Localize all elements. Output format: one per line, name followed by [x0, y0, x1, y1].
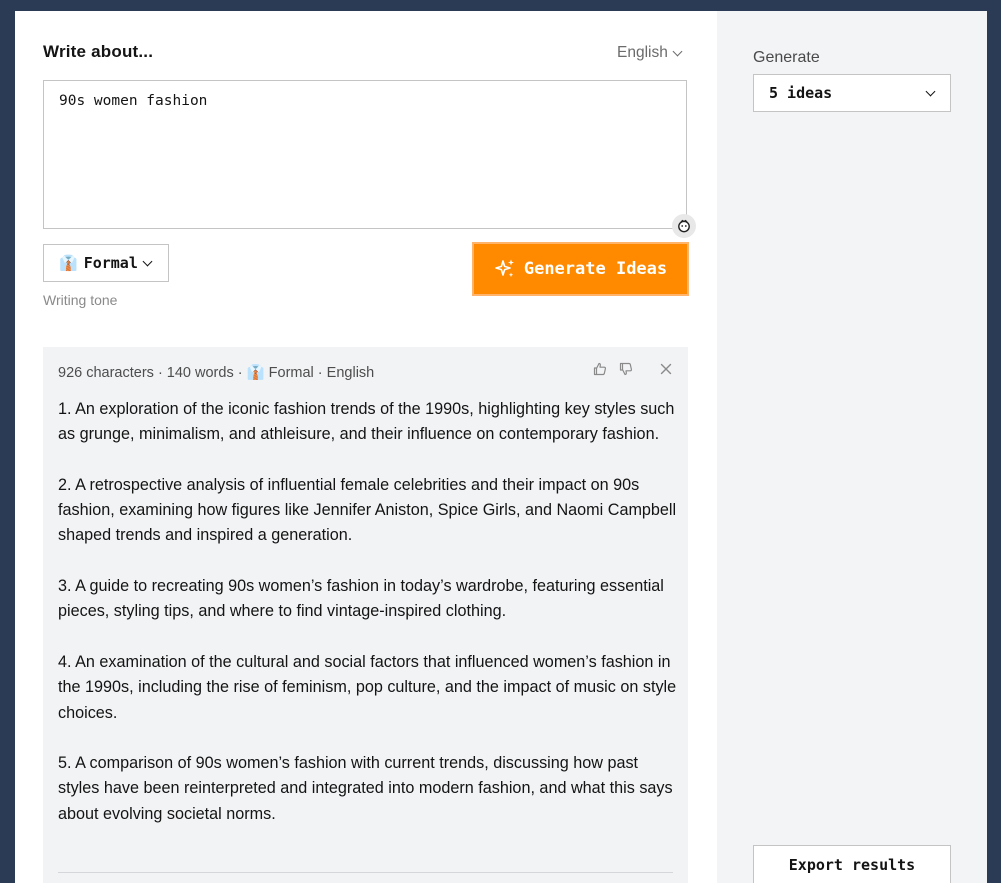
- tone-emoji-icon: 👔: [59, 254, 78, 272]
- generate-count-label: Generate: [753, 49, 820, 66]
- page-title: Write about...: [43, 42, 154, 61]
- results-actions: [592, 361, 674, 377]
- chevron-down-icon: [926, 86, 936, 96]
- chevron-down-icon: [672, 46, 682, 56]
- idea-item: 1. An exploration of the iconic fashion trends of the 1990s, highlighting key styles such as grunge, minimalism, and athleisure, and their influence on contemporary fashion.: [58, 400, 675, 444]
- writing-tone-select[interactable]: [43, 244, 169, 282]
- tone-select-value: Formal: [83, 254, 138, 272]
- idea-item: 3. A guide to recreating 90s women’s fashion in today’s wardrobe, featuring essential pieces, styling tips, and where to find vintage-inspired clothing.: [58, 577, 664, 621]
- thumbs-down-icon[interactable]: [618, 361, 634, 377]
- ideas-list: [58, 397, 678, 852]
- sidebar: [717, 11, 987, 883]
- idea-item: 2. A retrospective analysis of influential female celebrities and their impact on 90s fashion, examining how figures like Jennifer Aniston, Spice Girls, and Naomi Campbell shaped trends and inspired a generation.: [58, 475, 677, 545]
- language-select-value: English: [617, 44, 668, 61]
- chevron-down-icon: [142, 256, 152, 266]
- language-select[interactable]: [617, 44, 681, 62]
- grammar-assistant-icon[interactable]: [672, 214, 696, 238]
- export-results-button[interactable]: Export results: [753, 845, 951, 883]
- idea-count-select[interactable]: [753, 74, 951, 112]
- main-panel: [15, 11, 717, 883]
- thumbs-up-icon[interactable]: [592, 361, 608, 377]
- results-divider: [58, 872, 673, 873]
- idea-item: 5. A comparison of 90s women’s fashion with current trends, discussing how past styles have been reinterpreted and integrated into modern fashion, and what this says about evolving societal norms.: [58, 754, 673, 823]
- app-frame: [15, 11, 987, 883]
- results-meta: 926 characters · 140 words · 👔 Formal · English: [58, 365, 375, 381]
- results-panel: [43, 347, 688, 883]
- topic-input[interactable]: [43, 80, 687, 229]
- generate-ideas-label: Generate Ideas: [523, 259, 668, 279]
- generate-ideas-button[interactable]: [472, 242, 689, 296]
- idea-count-value: 5 ideas: [769, 84, 833, 102]
- idea-item: 4. An examination of the cultural and social factors that influenced women’s fashion in the 1990s, including the rise of feminism, pop culture, and the impact of music on style choices.: [58, 652, 677, 722]
- writing-tone-caption: Writing tone: [43, 292, 118, 308]
- close-icon[interactable]: [658, 361, 674, 377]
- sparkles-icon: [494, 258, 516, 280]
